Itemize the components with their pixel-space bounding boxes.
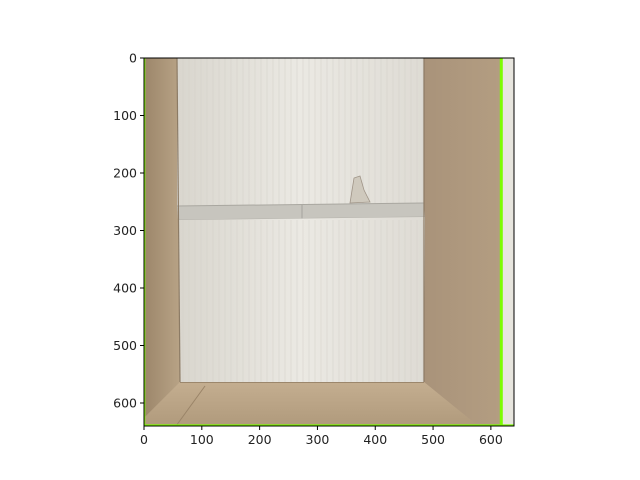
y-tick-label: 0 bbox=[129, 50, 137, 66]
y-tick-label: 600 bbox=[113, 395, 137, 411]
y-tick-label: 400 bbox=[113, 280, 137, 296]
x-tick-label: 400 bbox=[363, 432, 388, 447]
y-tick-label: 300 bbox=[113, 223, 137, 238]
right-edge-strip bbox=[502, 58, 514, 426]
photo-image bbox=[144, 58, 514, 426]
x-tick-label: 300 bbox=[305, 432, 330, 447]
x-tick-label: 0 bbox=[140, 432, 148, 447]
x-axis bbox=[140, 426, 503, 447]
box-left-wall bbox=[144, 58, 180, 418]
box-bottom-wall bbox=[144, 382, 478, 426]
x-tick-label: 100 bbox=[189, 432, 214, 447]
y-axis bbox=[113, 51, 144, 411]
x-tick-label: 500 bbox=[421, 432, 445, 447]
y-tick-label: 500 bbox=[113, 338, 137, 353]
x-tick-label: 200 bbox=[247, 432, 272, 447]
y-tick-label: 100 bbox=[113, 108, 137, 123]
x-tick-label: 600 bbox=[478, 432, 503, 447]
y-tick-label: 200 bbox=[113, 165, 137, 181]
